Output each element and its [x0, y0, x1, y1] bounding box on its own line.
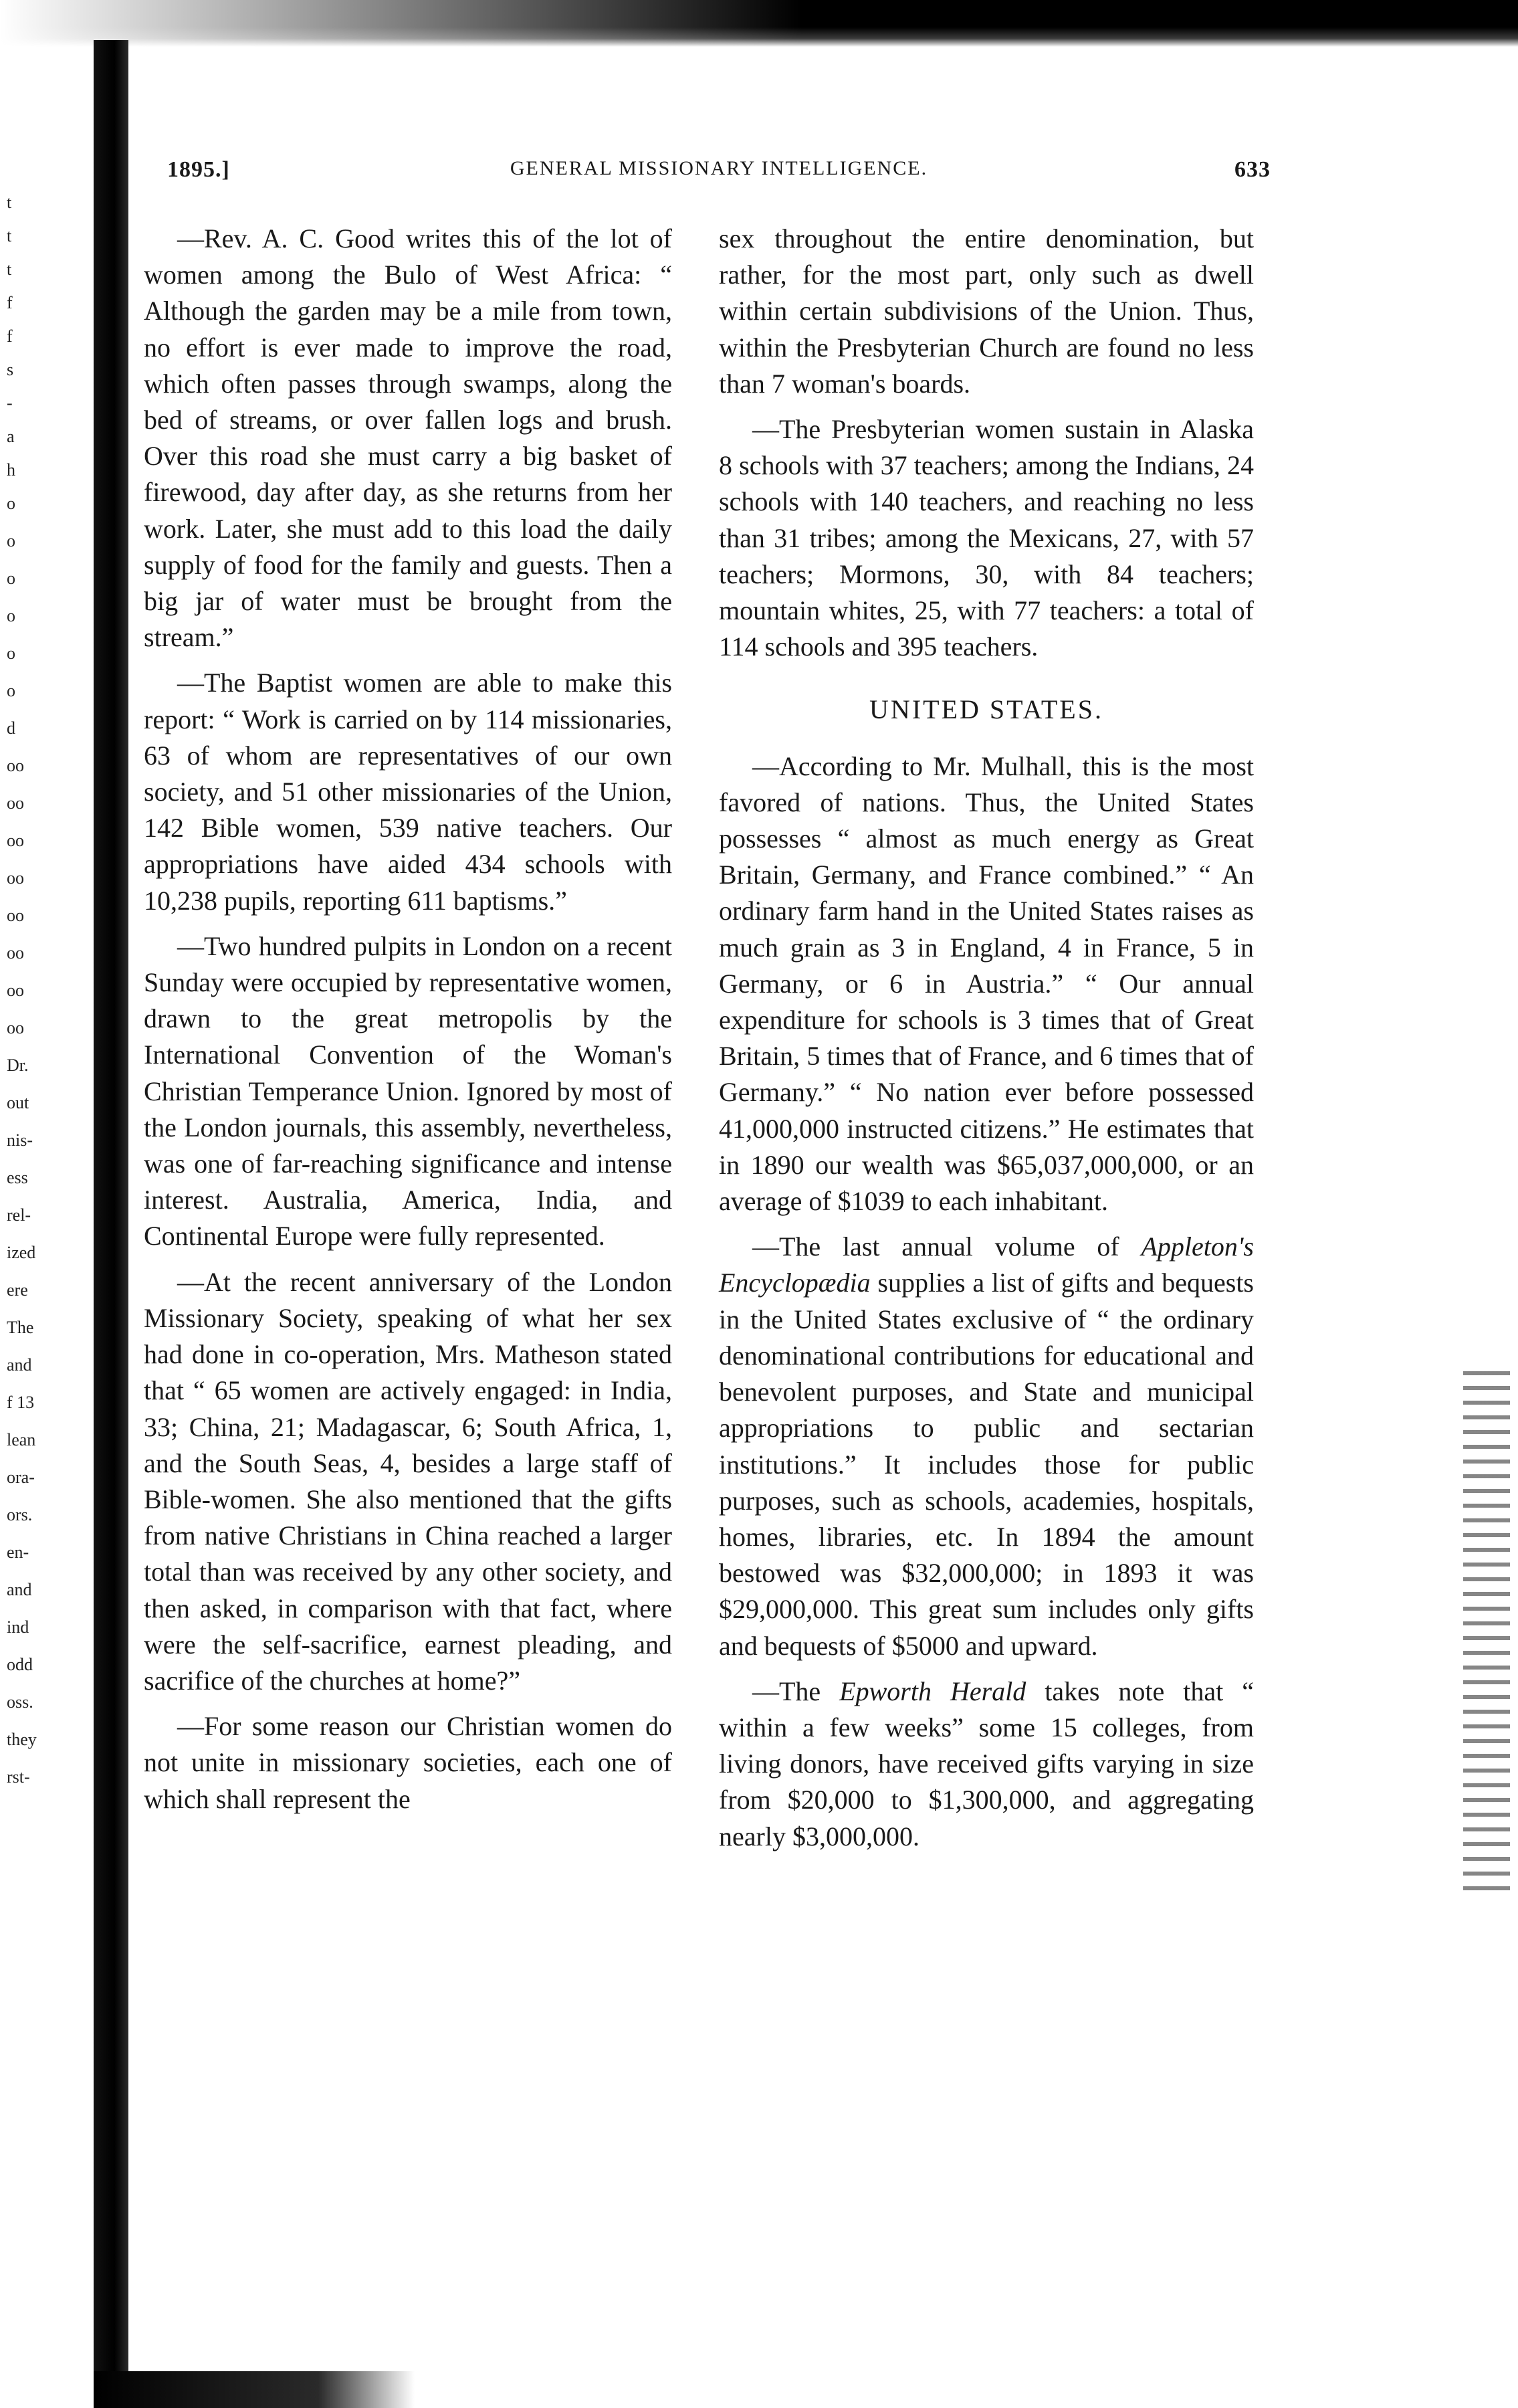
margin-fragment: ere: [7, 1280, 28, 1300]
epworth-text-pre: —The: [752, 1676, 840, 1706]
margin-fragment: ized: [7, 1243, 36, 1262]
facing-page-margin-fragments: [7, 194, 87, 1790]
paragraph-christian-women: —For some reason our Christian women do not unite in missionary societies, each one of which shall represent the: [144, 1711, 672, 1814]
paragraph-london-missionary-society: —At the recent anniversary of the London Missionary Society, speaking of what her sex had done in co-operation, Mrs. Matheson stated that “ 65 women are actively engaged: in India, 33; China, 21; Madagascar, 6; South Africa, 1, and the South Seas, 4, besides a large staff of Bible-women. She also mentioned that the gifts from native Christians in China reached a larger total than was received by any other society, and then asked, in comparison with that fact, where were the self-sacrifice, earnest pleading, and sacrifice of the churches at home?”: [144, 1266, 672, 1696]
margin-fragment: t: [7, 226, 12, 245]
margin-fragment: they: [7, 1730, 37, 1749]
epworth-title-italic: Epworth Herald: [839, 1676, 1026, 1706]
margin-fragment: lean: [7, 1430, 36, 1449]
margin-fragment: t: [7, 193, 12, 212]
margin-fragment: ors.: [7, 1505, 33, 1524]
margin-fragment: ess: [7, 1168, 28, 1187]
margin-fragment: and: [7, 1355, 32, 1375]
margin-fragment: s: [7, 360, 14, 379]
scan-bottom-shadow: [94, 2371, 415, 2408]
book-spine-shadow: [94, 40, 128, 2408]
margin-fragment: f 13: [7, 1393, 35, 1412]
margin-fragment: o: [7, 681, 15, 700]
margin-fragment: Dr.: [7, 1056, 29, 1075]
margin-fragment: o: [7, 569, 15, 588]
margin-fragment: ind: [7, 1617, 29, 1637]
margin-fragment: oo: [7, 1018, 24, 1037]
margin-fragment: rel-: [7, 1205, 31, 1225]
margin-fragment: oo: [7, 756, 24, 775]
paragraph-appleton: [719, 1229, 1254, 1664]
margin-fragment: and: [7, 1580, 32, 1599]
scan-edge-noise: [1463, 1371, 1510, 1893]
margin-fragment: -: [7, 393, 13, 413]
margin-fragment: oo: [7, 943, 24, 963]
section-heading-united-states: UNITED STATES.: [869, 694, 1103, 725]
paragraph-good-bulo: —Rev. A. C. Good writes this of the lot of women among the Bulo of West Africa: “ Although the garden may be a mile from town, no effort is ever made to improve the road, which often passes through swamps, along the bed of streams, or over fallen logs and brush. Over this road she must carry a big basket of firewood, day after day, as she returns from her work. Later, she must add to this load the daily supply of food for the family and guests. Then a big jar of water must be brought from the stream.”: [144, 223, 672, 653]
margin-fragment: oo: [7, 868, 24, 888]
margin-fragment: o: [7, 494, 15, 513]
right-column: [719, 221, 1254, 1864]
paragraph-london-pulpits: —Two hundred pulpits in London on a recent Sunday were occupied by representative women, drawn to the great metropolis by the International Convention of the Woman's Christian Temperance Union. Ignored by most of the London journals, this assembly, nevertheless, was one of far-reaching significance and intense interest. Australia, America, India, and Continental Europe were fully represented.: [144, 930, 672, 1251]
appleton-text-pre: —The last annual volume of: [752, 1231, 1142, 1262]
margin-fragment: oo: [7, 831, 24, 850]
margin-fragment: a: [7, 427, 15, 446]
appleton-title-italic: Appleton's Encyclopædia: [719, 1231, 1254, 1298]
paragraph-denomination-continued: sex throughout the entire denomination, but rather, for the most part, only such as dwell within certain subdivisions of the Union. Thus, within the Presbyterian Church are found no less than 7 woman's boards.: [719, 223, 1254, 399]
margin-fragment: h: [7, 460, 15, 480]
margin-fragment: f: [7, 293, 13, 312]
paragraph-mulhall: —According to Mr. Mulhall, this is the most favored of nations. Thus, the United States possesses “ almost as much energy as Great Britain, Germany, and France combined.” “ An ordinary farm hand in the United States raises as much grain as 3 in England, 4 in France, 5 in Germany, or 6 in Austria.” “ Our annual expenditure for schools is 3 times that of Great Britain, 5 times that of France, and 6 times that of Germany.” “ No nation ever before possessed 41,000,000 instructed citizens.” He estimates that in 1890 our wealth was $65,037,000,000, or an average of $1039 to each inhabitant.: [719, 750, 1254, 1217]
margin-fragment: The: [7, 1318, 34, 1337]
margin-fragment: o: [7, 606, 15, 625]
margin-fragment: oo: [7, 793, 24, 813]
paragraph-baptist-women: —The Baptist women are able to make this report: “ Work is carried on by 114 missionaries, 63 of whom are representatives of our own society, and 51 other missionaries of the Union, 142 Bible women, 539 native teachers. Our appropriations have aided 434 schools with 10,238 pupils, reporting 611 baptisms.”: [144, 668, 672, 916]
margin-fragment: oo: [7, 906, 24, 925]
appleton-text-post: supplies a list of gifts and bequests in the United States exclusive of “ the ordinary denominational contributions for educational and benevolent purposes, and State and municipal appropriations to public and sectarian institutions.” It includes those for public purposes, such as schools, academies, hospitals, homes, libraries, etc. In 1894 the amount bestowed was $32,000,000; in 1893 it was $29,000,000. This great sum includes only gifts and bequests of $5000 and upward.: [719, 1268, 1254, 1661]
margin-fragment: o: [7, 643, 15, 663]
header-title: GENERAL MISSIONARY INTELLIGENCE.: [510, 157, 928, 179]
running-header: [167, 157, 1271, 197]
margin-fragment: oss.: [7, 1692, 33, 1712]
margin-fragment: d: [7, 718, 15, 738]
margin-fragment: en-: [7, 1542, 29, 1562]
paragraph-presbyterian-women: —The Presbyterian women sustain in Alaska 8 schools with 37 teachers; among the Indians, 24 schools with 140 teachers, and reaching no less than 31 tribes; among the Mexicans, 27, with 57 teachers; Mormons, 30, with 84 teachers; mountain whites, 25, with 77 teachers: a total of 114 schools and 395 teachers.: [719, 414, 1254, 662]
paragraph-epworth: [719, 1674, 1254, 1855]
page-number: 633: [1234, 157, 1271, 182]
margin-fragment: f: [7, 326, 13, 346]
margin-fragment: odd: [7, 1655, 33, 1674]
margin-fragment: t: [7, 260, 12, 279]
margin-fragment: ora-: [7, 1468, 35, 1487]
margin-fragment: out: [7, 1093, 29, 1112]
margin-fragment: oo: [7, 981, 24, 1000]
epworth-text-post: takes note that “ within a few weeks” some 15 colleges, from living donors, have received gifts varying in size from $20,000 to $1,300,000, and aggregating nearly $3,000,000.: [719, 1676, 1254, 1851]
margin-fragment: nis-: [7, 1130, 33, 1150]
header-year: 1895.]: [167, 157, 230, 182]
margin-fragment: rst-: [7, 1767, 30, 1787]
margin-fragment: o: [7, 531, 15, 550]
left-column: [144, 221, 672, 1827]
